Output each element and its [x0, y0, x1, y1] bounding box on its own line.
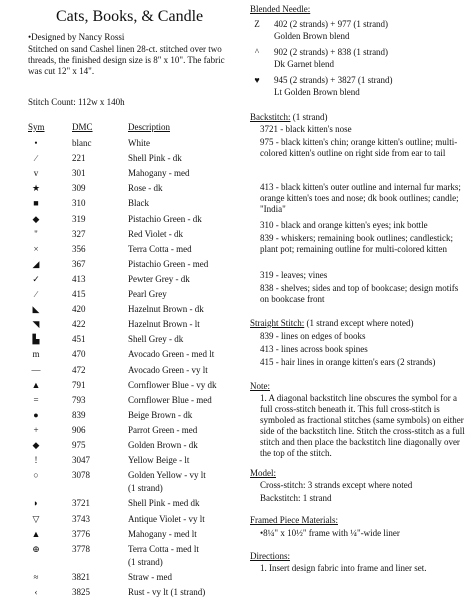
framed-materials-heading: Framed Piece Materials: [250, 515, 338, 525]
blend-name: Golden Brown blend [274, 31, 350, 41]
dmc-number: 301 [72, 168, 86, 179]
blend-name: Lt Golden Brown blend [274, 87, 360, 97]
stitch-symbol-icon: ✓ [32, 273, 40, 284]
color-key-row [0, 183, 240, 197]
dmc-number: 3047 [72, 455, 90, 466]
color-description: Avocado Green - med lt [128, 349, 215, 360]
color-description-continued: (1 strand) [128, 556, 163, 567]
color-description: Hazelnut Brown - dk [128, 304, 204, 315]
stitch-symbol-icon: ! [34, 455, 38, 466]
color-description: Rose - dk [128, 183, 163, 194]
color-key-row [0, 544, 240, 558]
straight-stitch-item: 839 - lines on edges of books [260, 331, 366, 341]
backstitch-item: 413 - black kitten's outer outline and internal fur marks; orange kitten's toes and nose; dk book outlines; candle; "India" [260, 182, 461, 214]
directions-text: 1. Insert design fabric into frame and liner set. [260, 563, 427, 573]
straight-stitch-item: 415 - hair lines in orange kitten's ears (2 strands) [260, 357, 436, 367]
color-description: Terra Cotta - med [128, 243, 192, 254]
color-key-row [0, 198, 240, 212]
column-header-sym: Sym [28, 122, 45, 132]
color-key-row [0, 425, 240, 439]
blend-symbol: Z [254, 19, 260, 29]
color-description: Hazelnut Brown - lt [128, 319, 200, 330]
dmc-number: 319 [72, 213, 86, 224]
backstitch-item: 319 - leaves; vines [260, 270, 328, 280]
color-key-row [0, 319, 240, 333]
stitch-symbol-icon: ▙ [32, 334, 40, 345]
stitch-symbol-icon: ◣ [32, 304, 40, 315]
color-description: White [128, 138, 150, 148]
stitch-symbol-icon: ■ [33, 198, 39, 209]
color-key-row [0, 244, 240, 258]
dmc-number: 356 [72, 243, 86, 254]
color-key-row [0, 587, 240, 601]
color-key-row [0, 138, 240, 152]
dmc-number: 422 [72, 319, 86, 330]
dmc-number: 413 [72, 273, 86, 284]
dmc-number: 309 [72, 183, 86, 194]
color-key-row [0, 349, 240, 363]
directions-heading: Directions: [250, 551, 290, 561]
stitch-symbol-icon: ◆ [32, 440, 40, 450]
stitch-symbol-icon: ◢ [32, 258, 40, 269]
stitch-symbol-icon: ▽ [32, 513, 40, 524]
color-description: Avocado Green - vy lt [128, 364, 208, 375]
stitch-symbol-icon: ◆ [32, 213, 40, 224]
color-key-row [0, 289, 240, 303]
stitch-symbol-icon: ⊕ [32, 543, 40, 554]
color-description: Red Violet - dk [128, 228, 184, 239]
backstitch-item: 310 - black and orange kitten's eyes; ink bottle [260, 220, 428, 230]
backstitch-item: 838 - shelves; sides and top of bookcase; design motifs on bookcase front [260, 283, 459, 304]
dmc-number: 839 [72, 409, 86, 420]
dmc-number: 3776 [72, 528, 90, 539]
dmc-number: 906 [72, 424, 86, 435]
color-description: Shell Pink - dk [128, 153, 182, 164]
fabric-intro: Stitched on sand Cashel linen 28-ct. stitched over two threads, the finished design size is 8" x 10". The fabric was cut 12" x 14". [28, 44, 225, 76]
color-key-row [0, 514, 240, 528]
color-description: Pearl Grey [128, 289, 167, 299]
dmc-number: 3778 [72, 543, 90, 554]
dmc-number: blanc [72, 138, 92, 148]
color-key-row [0, 410, 240, 424]
blended-heading: Blended Needle: [250, 4, 311, 14]
dmc-number: 3825 [72, 587, 90, 597]
color-description: Antique Violet - vy lt [128, 513, 205, 524]
stitch-symbol-icon: " [34, 228, 38, 239]
stitch-symbol-icon: ∕ [35, 289, 37, 299]
dmc-number: 451 [72, 334, 86, 345]
stitch-symbol-icon: ▲ [31, 528, 41, 539]
color-key-row [0, 470, 240, 484]
designer-credit: •Designed by Nancy Rossi [28, 32, 125, 42]
straight-stitch-item: 413 - lines across book spines [260, 344, 368, 354]
page-title: Cats, Books, & Candle [56, 8, 204, 25]
model-line: Backstitch: 1 strand [260, 493, 332, 503]
color-key-row [0, 529, 240, 543]
color-description: Straw - med [128, 571, 172, 582]
color-key-row [0, 229, 240, 243]
color-description: Golden Brown - dk [128, 440, 198, 450]
dmc-number: 3743 [72, 513, 90, 524]
stitch-count: Stitch Count: 112w x 140h [28, 97, 125, 107]
dmc-number: 975 [72, 440, 86, 450]
stitch-symbol-icon: m [32, 349, 40, 360]
dmc-number: 793 [72, 394, 86, 405]
stitch-symbol-icon: = [33, 394, 39, 405]
color-description: Beige Brown - dk [128, 409, 193, 420]
color-key-row [0, 498, 240, 512]
color-key-row [0, 334, 240, 348]
color-description: Pistachio Green - dk [128, 213, 202, 224]
backstitch-item: 839 - whiskers; remaining book outlines; candlestick; plant pot; remaining outline for multi-colored kitten [260, 233, 453, 254]
color-description: Pewter Grey - dk [128, 273, 190, 284]
stitch-symbol-icon: × [33, 243, 39, 254]
backstitch-item: 3721 - black kitten's nose [260, 124, 352, 134]
color-key-row [0, 572, 240, 586]
color-description: Mahogany - med lt [128, 528, 197, 539]
dmc-number: 470 [72, 349, 86, 360]
color-key-row [0, 380, 240, 394]
blend-formula: 902 (2 strands) + 838 (1 strand) [274, 47, 389, 57]
color-key-row [0, 304, 240, 318]
color-key-row [0, 455, 240, 469]
stitch-symbol-icon: ○ [33, 470, 39, 481]
color-key-row [0, 153, 240, 167]
model-line: Cross-stitch: 3 strands except where noted [260, 480, 413, 490]
dmc-number: 472 [72, 364, 86, 375]
stitch-symbol-icon: + [33, 424, 39, 435]
color-key-row [0, 274, 240, 288]
column-header-dmc: DMC [72, 122, 93, 132]
dmc-number: 310 [72, 198, 86, 209]
framed-materials-text: •8¼" x 10½" frame with ¼"-wide liner [260, 528, 400, 538]
heart-icon: ♥ [254, 75, 260, 85]
color-key-row [0, 214, 240, 228]
dmc-number: 3721 [72, 498, 90, 509]
color-key-row [0, 259, 240, 273]
blend-formula: 402 (2 strands) + 977 (1 strand) [274, 19, 389, 29]
note-heading: Note: [250, 381, 270, 391]
color-description: Pistachio Green - med [128, 258, 209, 269]
color-description: Mahogany - med [128, 168, 190, 179]
note-text: 1. A diagonal backstitch line obscures the symbol for a full cross-stitch beneath it. This full cross-stitch is symboled as fractional stitches (same symbols) on either side of the backstitch line. Stitch the cross-stitch as a full stitch and then place the backstitch line diagonally over the top of the stitch. [260, 393, 465, 458]
color-description: Cornflower Blue - vy dk [128, 379, 217, 390]
color-key-row [0, 365, 240, 379]
stitch-symbol-icon: ‹ [34, 587, 38, 597]
dmc-number: 327 [72, 228, 86, 239]
stitch-symbol-icon: ∕ [35, 153, 37, 164]
color-description: Yellow Beige - lt [128, 455, 190, 466]
color-description: Black [128, 198, 149, 209]
right-column [240, 0, 472, 594]
stitch-symbol-icon: ◥ [32, 319, 40, 330]
dmc-number: 415 [72, 289, 86, 299]
color-description: Rust - vy lt (1 strand) [128, 587, 206, 597]
stitch-symbol-icon: ◗ [33, 498, 39, 509]
blend-symbol: ^ [254, 47, 260, 57]
color-description: Shell Pink - med dk [128, 498, 200, 509]
dmc-number: 367 [72, 258, 86, 269]
color-key-row [0, 395, 240, 409]
stitch-symbol-icon: ● [33, 409, 39, 420]
color-description: Terra Cotta - med lt [128, 543, 199, 554]
stitch-symbol-icon: • [34, 138, 38, 148]
backstitch-heading: Backstitch: (1 strand) [250, 112, 328, 122]
straight-stitch-heading: Straight Stitch: (1 strand except where noted) [250, 318, 414, 328]
dmc-number: 420 [72, 304, 86, 315]
stitch-symbol-icon: ★ [31, 183, 41, 194]
color-key-row [0, 168, 240, 182]
stitch-symbol-icon: — [31, 364, 41, 375]
color-description-continued: (1 strand) [128, 483, 163, 494]
stitch-symbol-icon: ▲ [31, 379, 41, 390]
model-heading: Model: [250, 468, 276, 478]
backstitch-item: 975 - black kitten's chin; orange kitten's outline; multi-colored kitten's outline on right side from ear to tail [260, 137, 458, 158]
color-description: Shell Grey - dk [128, 334, 184, 345]
color-description: Parrot Green - med [128, 424, 198, 435]
color-key-row [0, 440, 240, 454]
blend-formula: 945 (2 strands) + 3827 (1 strand) [274, 75, 393, 85]
blend-name: Dk Garnet blend [274, 59, 334, 69]
column-header-description: Description [128, 122, 170, 132]
dmc-number: 791 [72, 379, 86, 390]
stitch-symbol-icon: ≈ [33, 571, 39, 582]
stitch-symbol-icon: v [33, 168, 39, 179]
dmc-number: 3821 [72, 571, 90, 582]
color-description: Cornflower Blue - med [128, 394, 212, 405]
dmc-number: 3078 [72, 470, 90, 481]
color-description: Golden Yellow - vy lt [128, 470, 206, 481]
dmc-number: 221 [72, 153, 86, 164]
